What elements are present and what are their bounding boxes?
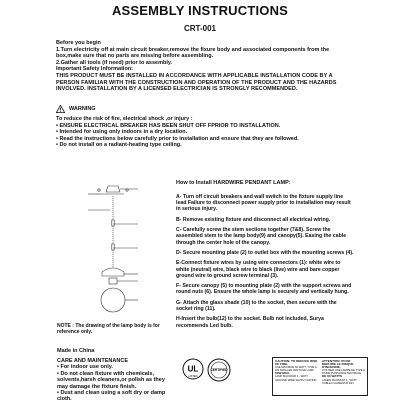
care-item: • Do not clean fixture with chemicals, solvents,harsh cleaners,or polish as they may damage the fixture finish. xyxy=(57,370,165,390)
care-section xyxy=(57,358,177,403)
step-d: D- Secure mounting plate (2) to outlet box with the mounting screws (4). xyxy=(176,249,354,256)
ul-listed-icon xyxy=(182,358,204,380)
caution-line: USE MAXIMUM 60 WATT, TYPE A xyxy=(275,366,317,370)
caution-line: OR SMALLER WATTAGE LAMP xyxy=(275,369,314,373)
canopy-part xyxy=(106,186,120,192)
warning-title: WARNING xyxy=(69,105,96,112)
before-heading: Before you begin xyxy=(56,40,101,46)
step-a: A- Turn off circuit breakers and wall switch to the fixture supply line lead Failure to disconnect power supply prior to installation may result in serious injury. xyxy=(176,194,351,213)
step-c: C- Carefully screw the stem sections together (7&8). Screw the assembled stem to the lamp body(9) and canopy(5). Easing the cable through the center hole of the canopy. xyxy=(176,227,347,246)
step-h: H-Insert the bulb(12) to the socket. Bulb not included, Surya recommends Led bulb. xyxy=(176,316,324,329)
care-item: • Dust and clean using a soft dry or damp cloth. xyxy=(57,390,166,403)
warning-section xyxy=(56,105,346,149)
warning-icon xyxy=(56,105,65,113)
step-e: E-Connect fixture wires by using wire connectors (1): white wire to white (neutral) wire, black wire to black (live) wire and bare copper ground wire to ground screw terminal (3). xyxy=(176,260,341,279)
intro-section xyxy=(56,40,346,93)
made-in: Made in China xyxy=(57,348,95,354)
warning-intro: To reduce the risk of fire, electrical shock ,or injury : xyxy=(56,116,193,122)
caution-line: LAMP MAXIMUM 1 - WATT, xyxy=(275,375,309,379)
certified-seal-icon xyxy=(207,358,231,382)
socket-part xyxy=(109,278,117,284)
warning-item: • Intended for using only indoors in a dry location. xyxy=(56,129,188,136)
caution-label-french xyxy=(321,359,366,394)
caution-line: D'UNE PUISSANCE MAXIMALE xyxy=(322,372,362,376)
stem-connector xyxy=(112,244,114,250)
ul-mark: UL xyxy=(187,364,199,374)
caution-line: UTILISER UNE LAMPE DE TYPE A xyxy=(322,369,365,373)
caution-label xyxy=(272,357,368,396)
intro-line: 2.Gather all tools (if need) prior to assembly. xyxy=(56,59,173,66)
warning-item: • Read the instructions below carefully prior to installation and ensure that they are followed. xyxy=(56,135,299,142)
care-item: • For indoor use only. xyxy=(57,364,113,371)
glass-shade-part xyxy=(101,288,125,312)
warning-item: • Do not install on a radiant-heating type ceiling. xyxy=(56,142,182,149)
howto-title: How to Install HARDWIRE PENDANT LAMP: xyxy=(176,180,291,186)
drawing-note: NOTE : The drawing of the lamp body is for reference only. xyxy=(57,323,160,335)
caution-label-english xyxy=(274,359,319,394)
intro-line: 1.Turn electricity off at main circuit breaker,remove the fixure body and associated components from the box,make sure that no parts are missing before assembling. xyxy=(56,46,330,60)
lamp-diagram xyxy=(58,180,168,322)
caution-line: GROUND WIRE SUPPLY RATING xyxy=(275,378,317,382)
warning-item: • ENSURE ELECTRICAL BREAKER HAS BEEN SHUT OFF FPRIOR TO INSTALLATION. xyxy=(56,122,281,129)
step-b: B- Remove existing fixture and disconnect all electrical wiring. xyxy=(176,216,331,223)
caution-head: ATTENTION: POUR REDUIRE LE RISQUE D'INCENDIE, xyxy=(322,359,354,370)
cert-text: CERTIFIED xyxy=(210,368,228,373)
intro-line: Important Safety Information: xyxy=(56,66,134,73)
install-notice: THIS PRODUCT MUST BE INSTALLED IN ACCORDANCE WITH APPLICABLE INSTALLATION CODE BY A PERSON FAMILIAR WITH THE CONSTRUCTION AND OPERATION OF THE PRODUCT AND THE HAZARDS INVOLVED. INSTALLATION BY A LICENSED ELECTRICIAN IS STRONGLY RECOMMENDED. xyxy=(56,72,337,93)
howto-steps xyxy=(176,194,354,333)
ul-sub: LISTED xyxy=(188,375,198,378)
model-code: CRT-001 xyxy=(183,24,216,33)
warning-heading xyxy=(56,105,346,113)
step-f: F- Secure canopy (5) to mounting plate (2) with the support screws and round nuts (6). Ensure the whole lamp is securely and vertically hung. xyxy=(176,283,352,296)
caution-line: 60W MAX. xyxy=(275,371,290,376)
lamp-body-part xyxy=(102,268,124,276)
caution-line: DE 60 WATTS xyxy=(322,374,343,379)
stem-connector xyxy=(112,220,114,226)
caution-line: CABLE D'ALIMENTATION xyxy=(322,381,354,385)
caution-head: CAUTION: TO REDUCE RISK OF FIRE, xyxy=(275,359,318,367)
caution-line: LAMPE MAXIMUM 1 - WATT xyxy=(322,378,357,382)
step-g: G- Attach the glass shade (10) to the socket, then secure with the socket ring (11). xyxy=(176,299,337,312)
page-title: ASSEMBLY INSTRUCTIONS xyxy=(111,3,289,18)
care-title: CARE AND MAINTENANCE xyxy=(57,358,128,364)
